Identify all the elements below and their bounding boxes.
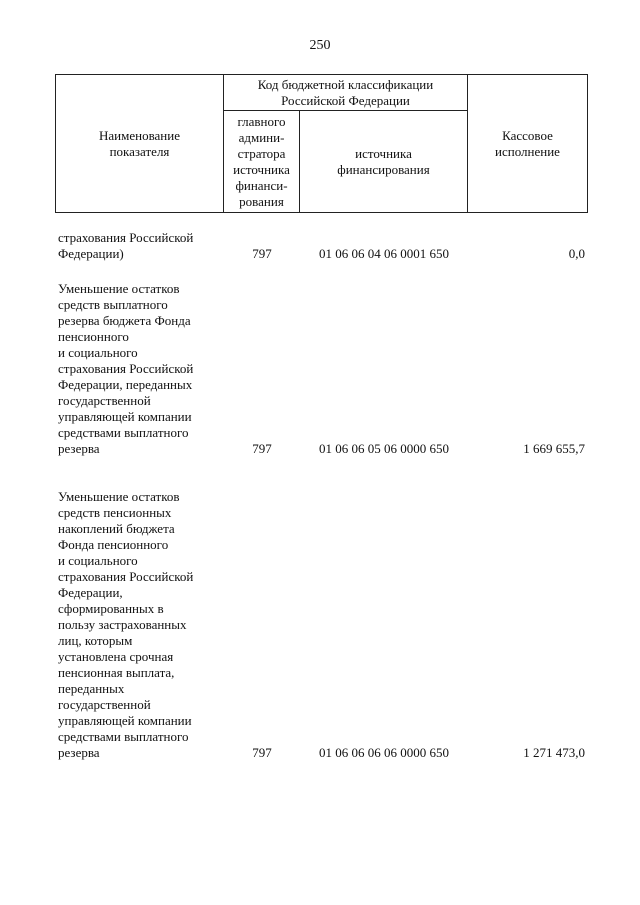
row-name: Уменьшение остатков средств пенсионных накоплений бюджета Фонда пенсионного и социального страхования Российской Федерации, сформированных в пользу застрахованных лиц, которым установлена срочная пенсионная выплата, переданных государственной управляющей компании средствами выплатного резерва bbox=[58, 489, 194, 760]
row-name: страхования Российской Федерации) bbox=[58, 230, 194, 261]
row-execution-value: 0,0 bbox=[568, 246, 585, 261]
page-number: 250 bbox=[309, 38, 331, 53]
row-source-code: 01 06 06 06 06 0000 650 bbox=[319, 745, 449, 760]
table-row bbox=[55, 489, 587, 761]
row-execution-value: 1 271 473,0 bbox=[523, 745, 585, 760]
row-source-code: 01 06 06 05 06 0000 650 bbox=[319, 441, 449, 456]
header-source-column: источника финансирования bbox=[300, 111, 468, 213]
table-row bbox=[55, 230, 587, 262]
row-admin-code: 797 bbox=[252, 441, 272, 456]
header-name-column: Наименование показателя bbox=[56, 75, 224, 213]
header-exec-column: Кассовое исполнение bbox=[468, 75, 588, 213]
table-row bbox=[55, 281, 587, 457]
row-admin-code: 797 bbox=[252, 745, 272, 760]
row-execution-value: 1 669 655,7 bbox=[523, 441, 585, 456]
row-admin-code: 797 bbox=[252, 246, 272, 261]
header-admin-column: главного админи- стратора источника финанси- рования bbox=[224, 111, 300, 213]
header-code-group: Код бюджетной классификации Российской Федерации bbox=[224, 75, 468, 111]
row-source-code: 01 06 06 04 06 0001 650 bbox=[319, 246, 449, 261]
row-name: Уменьшение остатков средств выплатного резерва бюджета Фонда пенсионного и социального страхования Российской Федерации, переданных государственной управляющей компании средствами выплатного резерва bbox=[58, 281, 194, 456]
table-header bbox=[55, 74, 588, 213]
